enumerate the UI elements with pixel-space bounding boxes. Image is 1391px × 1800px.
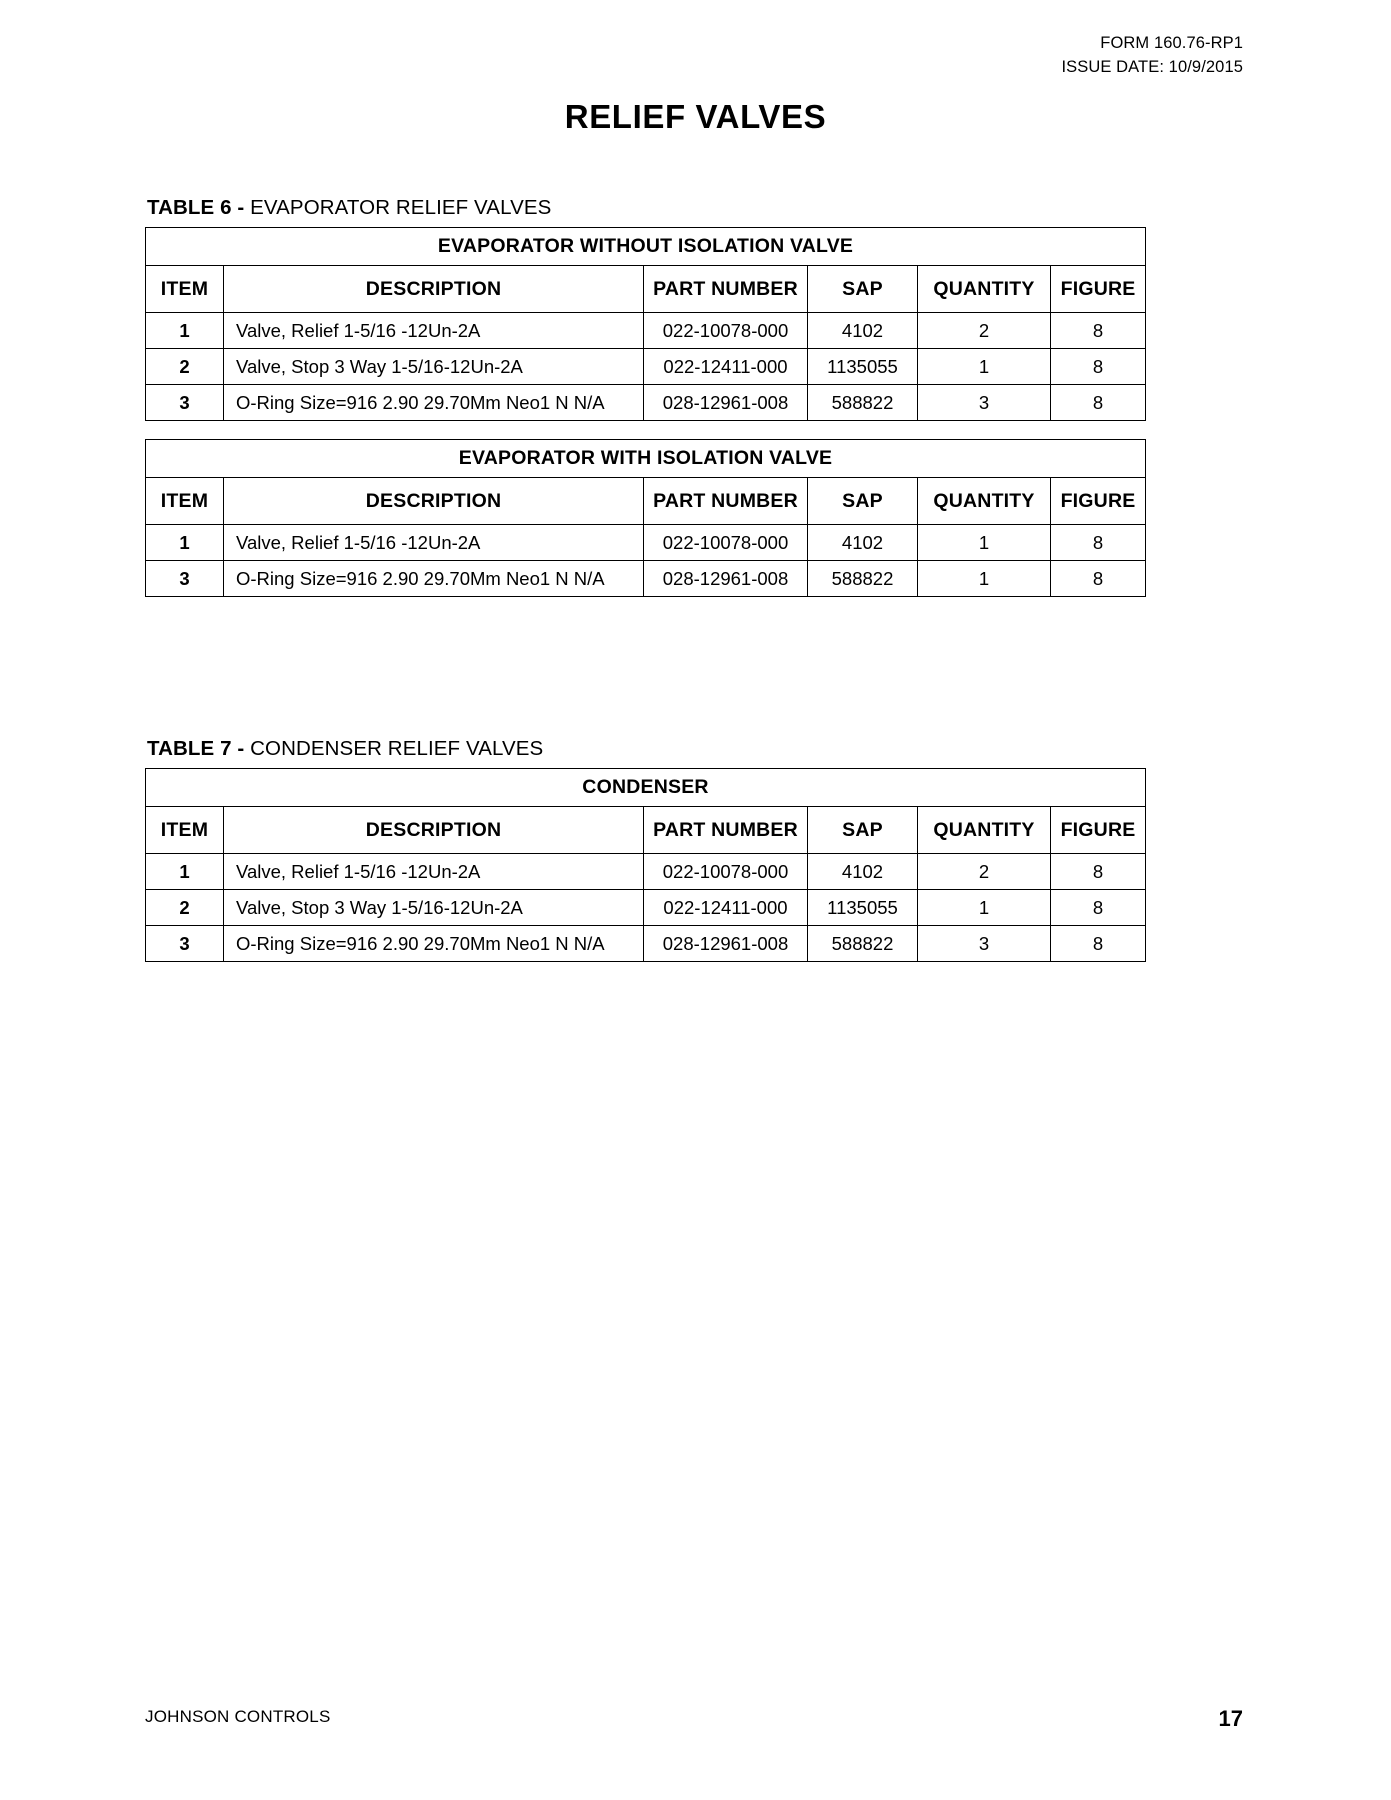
document-content xyxy=(145,196,1145,962)
table-band-row xyxy=(146,440,1146,478)
cell-description: Valve, Stop 3 Way 1-5/16-12Un-2A xyxy=(224,349,644,385)
table-spacer xyxy=(145,421,1145,439)
cell-description: O-Ring Size=916 2.90 29.70Mm Neo1 N N/A xyxy=(224,385,644,421)
cell-sap: 1135055 xyxy=(808,349,918,385)
cell-part-number: 022-10078-000 xyxy=(644,525,808,561)
cell-quantity: 3 xyxy=(918,926,1051,962)
page-title: RELIEF VALVES xyxy=(564,98,827,135)
col-header-description: DESCRIPTION xyxy=(224,478,644,525)
table-band-title: EVAPORATOR WITH ISOLATION VALVE xyxy=(146,440,1146,478)
cell-figure: 8 xyxy=(1051,561,1146,597)
cell-description: O-Ring Size=916 2.90 29.70Mm Neo1 N N/A xyxy=(224,926,644,962)
cell-figure: 8 xyxy=(1051,349,1146,385)
cell-figure: 8 xyxy=(1051,385,1146,421)
col-header-sap: SAP xyxy=(808,478,918,525)
cell-item: 1 xyxy=(146,313,224,349)
cell-sap: 588822 xyxy=(808,561,918,597)
cell-item: 2 xyxy=(146,890,224,926)
table-6-caption xyxy=(147,196,1145,220)
col-header-part-number: PART NUMBER xyxy=(644,478,808,525)
col-header-description: DESCRIPTION xyxy=(224,807,644,854)
table-row xyxy=(146,561,1146,597)
cell-item: 3 xyxy=(146,385,224,421)
cell-description: Valve, Relief 1-5/16 -12Un-2A xyxy=(224,313,644,349)
table-band-row xyxy=(146,769,1146,807)
cell-description: O-Ring Size=916 2.90 29.70Mm Neo1 N N/A xyxy=(224,561,644,597)
cell-part-number: 028-12961-008 xyxy=(644,385,808,421)
col-header-item: ITEM xyxy=(146,266,224,313)
col-header-item: ITEM xyxy=(146,478,224,525)
cell-quantity: 1 xyxy=(918,525,1051,561)
col-header-figure: FIGURE xyxy=(1051,266,1146,313)
table-row xyxy=(146,890,1146,926)
cell-sap: 1135055 xyxy=(808,890,918,926)
cell-item: 1 xyxy=(146,854,224,890)
col-header-quantity: QUANTITY xyxy=(918,478,1051,525)
cell-part-number: 022-10078-000 xyxy=(644,854,808,890)
cell-quantity: 1 xyxy=(918,890,1051,926)
col-header-quantity: QUANTITY xyxy=(918,266,1051,313)
cell-item: 3 xyxy=(146,561,224,597)
cell-part-number: 022-12411-000 xyxy=(644,890,808,926)
cell-sap: 4102 xyxy=(808,525,918,561)
table-header-row xyxy=(146,807,1146,854)
cell-figure: 8 xyxy=(1051,854,1146,890)
col-header-figure: FIGURE xyxy=(1051,478,1146,525)
col-header-sap: SAP xyxy=(808,266,918,313)
col-header-quantity: QUANTITY xyxy=(918,807,1051,854)
table-row xyxy=(146,313,1146,349)
cell-item: 1 xyxy=(146,525,224,561)
footer-company: JOHNSON CONTROLS xyxy=(145,1707,331,1726)
col-header-item: ITEM xyxy=(146,807,224,854)
section-spacer xyxy=(145,597,1145,737)
cell-part-number: 028-12961-008 xyxy=(644,561,808,597)
table-6-label: TABLE 6 - xyxy=(147,196,245,219)
table-row xyxy=(146,385,1146,421)
table-band-title: EVAPORATOR WITHOUT ISOLATION VALVE xyxy=(146,228,1146,266)
table-7-caption xyxy=(147,737,1145,761)
page-header xyxy=(1061,32,1243,80)
table-band-row xyxy=(146,228,1146,266)
cell-quantity: 1 xyxy=(918,561,1051,597)
table-header-row xyxy=(146,266,1146,313)
col-header-part-number: PART NUMBER xyxy=(644,266,808,313)
table-row xyxy=(146,349,1146,385)
col-header-figure: FIGURE xyxy=(1051,807,1146,854)
col-header-description: DESCRIPTION xyxy=(224,266,644,313)
cell-item: 3 xyxy=(146,926,224,962)
cell-figure: 8 xyxy=(1051,525,1146,561)
footer-page-number: 17 xyxy=(1218,1706,1243,1731)
cell-quantity: 2 xyxy=(918,313,1051,349)
cell-sap: 588822 xyxy=(808,385,918,421)
table-header-row xyxy=(146,478,1146,525)
cell-figure: 8 xyxy=(1051,890,1146,926)
cell-figure: 8 xyxy=(1051,313,1146,349)
condenser-table xyxy=(145,768,1146,962)
table-row xyxy=(146,926,1146,962)
table-band-title: CONDENSER xyxy=(146,769,1146,807)
cell-sap: 4102 xyxy=(808,313,918,349)
table-row xyxy=(146,854,1146,890)
cell-sap: 588822 xyxy=(808,926,918,962)
table-6-title: EVAPORATOR RELIEF VALVES xyxy=(244,196,552,219)
cell-quantity: 3 xyxy=(918,385,1051,421)
cell-sap: 4102 xyxy=(808,854,918,890)
cell-part-number: 028-12961-008 xyxy=(644,926,808,962)
evaporator-with-isolation-valve-table xyxy=(145,439,1146,597)
cell-quantity: 2 xyxy=(918,854,1051,890)
cell-description: Valve, Stop 3 Way 1-5/16-12Un-2A xyxy=(224,890,644,926)
issue-date: ISSUE DATE: 10/9/2015 xyxy=(1061,57,1243,76)
col-header-sap: SAP xyxy=(808,807,918,854)
form-number: FORM 160.76-RP1 xyxy=(1100,34,1243,52)
table-7-label: TABLE 7 - xyxy=(147,737,245,760)
cell-figure: 8 xyxy=(1051,926,1146,962)
table-row xyxy=(146,525,1146,561)
col-header-part-number: PART NUMBER xyxy=(644,807,808,854)
cell-quantity: 1 xyxy=(918,349,1051,385)
cell-description: Valve, Relief 1-5/16 -12Un-2A xyxy=(224,525,644,561)
evaporator-without-isolation-valve-table xyxy=(145,227,1146,421)
cell-part-number: 022-10078-000 xyxy=(644,313,808,349)
cell-part-number: 022-12411-000 xyxy=(644,349,808,385)
cell-item: 2 xyxy=(146,349,224,385)
table-7-title: CONDENSER RELIEF VALVES xyxy=(244,737,544,760)
cell-description: Valve, Relief 1-5/16 -12Un-2A xyxy=(224,854,644,890)
